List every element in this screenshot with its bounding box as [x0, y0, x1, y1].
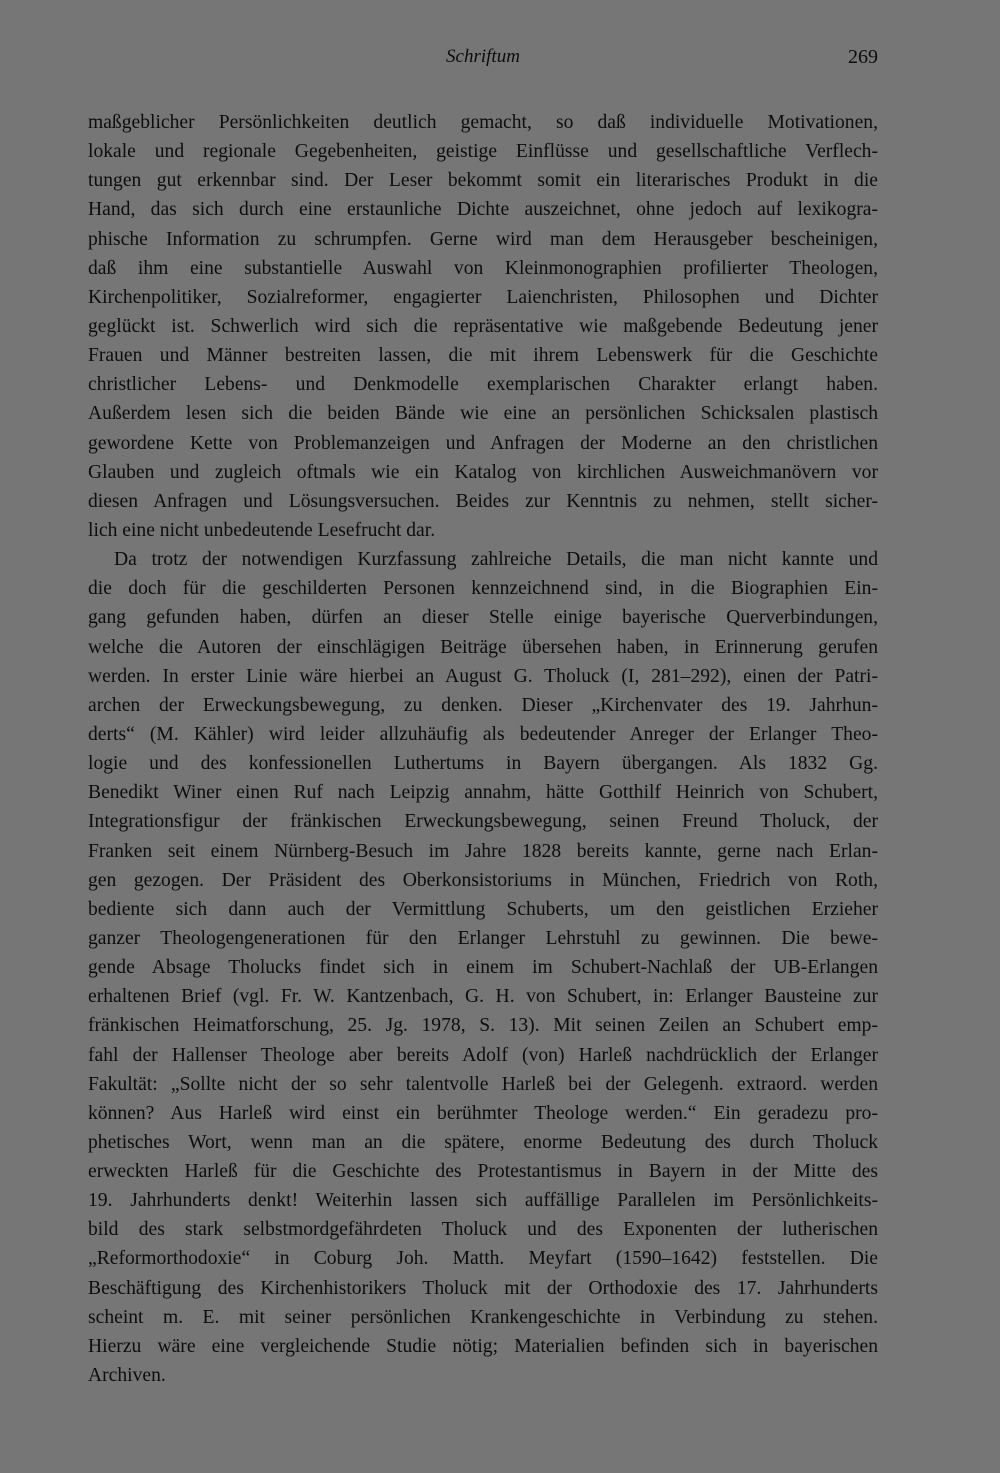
text-line: bediente sich dann auch der Vermittlung Schuberts, um den geistlichen Erzieher [88, 898, 878, 920]
text-line: Außerdem lesen sich die beiden Bände wie eine an persönlichen Schicksalen plastisch [88, 403, 878, 425]
text-line: Franken seit einem Nürnberg-Besuch im Jahre 1828 bereits kannte, gerne nach Erlan- [88, 840, 878, 862]
text-line: fahl der Hallenser Theologe aber bereits Adolf (von) Harleß nachdrücklich der Erlanger [88, 1044, 878, 1066]
page-number: 269 [848, 46, 878, 68]
text-line: logie und des konfessionellen Luthertums in Bayern übergangen. Als 1832 Gg. [88, 753, 878, 775]
text-line: daß ihm eine substantielle Auswahl von Kleinmonographien profilierter Theologen, [88, 257, 878, 279]
text-line: erhaltenen Brief (vgl. Fr. W. Kantzenbach, G. H. von Schubert, in: Erlanger Bausteine zur [88, 986, 878, 1008]
body-text [88, 108, 878, 1390]
text-line: „Reformorthodoxie“ in Coburg Joh. Matth. Meyfart (1590–1642) feststellen. Die [88, 1248, 878, 1270]
text-line: Da trotz der notwendigen Kurzfassung zahlreiche Details, die man nicht kannte und [114, 549, 878, 571]
text-line: christlicher Lebens- und Denkmodelle exemplarischen Charakter erlangt haben. [88, 374, 878, 396]
text-line: Fakultät: „Sollte nicht der so sehr talentvolle Harleß bei der Gelegenh. extraord. werden [88, 1073, 878, 1095]
paragraph [88, 108, 878, 545]
text-line: geglückt ist. Schwerlich wird sich die repräsentative wie maßgebende Bedeutung jener [88, 315, 878, 337]
text-line: lokale und regionale Gegebenheiten, geistige Einflüsse und gesellschaftliche Verflech- [88, 141, 878, 163]
text-line: Integrationsfigur der fränkischen Erweckungsbewegung, seinen Freund Tholuck, der [88, 811, 878, 833]
paragraph [88, 545, 878, 1390]
text-line: scheint m. E. mit seiner persönlichen Krankengeschichte in Verbindung zu stehen. [88, 1306, 878, 1328]
text-line: archen der Erweckungsbewegung, zu denken. Dieser „Kirchenvater des 19. Jahrhun- [88, 694, 878, 716]
text-line: Beschäftigung des Kirchenhistorikers Tholuck mit der Orthodoxie des 17. Jahrhunderts [88, 1277, 878, 1299]
text-line: lich eine nicht unbedeutende Lesefrucht dar. [88, 519, 436, 541]
running-title: Schriftum [446, 46, 520, 67]
text-line: Frauen und Männer bestreiten lassen, die mit ihrem Lebenswerk für die Geschichte [88, 345, 878, 367]
text-line: erweckten Harleß für die Geschichte des Protestantismus in Bayern in der Mitte des [88, 1161, 878, 1183]
text-line: werden. In erster Linie wäre hierbei an August G. Tholuck (I, 281–292), einen der Patri- [88, 665, 878, 687]
text-line: gende Absage Tholucks findet sich in einem im Schubert-Nachlaß der UB-Erlangen [88, 957, 878, 979]
text-line: Archiven. [88, 1365, 166, 1387]
text-line: phische Information zu schrumpfen. Gerne wird man dem Herausgeber bescheinigen, [88, 228, 878, 250]
text-line: Hand, das sich durch eine erstaunliche Dichte auszeichnet, ohne jedoch auf lexikogra- [88, 199, 878, 221]
text-line: derts“ (M. Kähler) wird leider allzuhäufig als bedeutender Anreger der Erlanger Theo- [88, 723, 878, 745]
text-line: Glauben und zugleich oftmals wie ein Katalog von kirchlichen Ausweichmanövern vor [88, 461, 878, 483]
text-line: gewordene Kette von Problemanzeigen und Anfragen der Moderne an den christlichen [88, 432, 878, 454]
text-line: 19. Jahrhunderts denkt! Weiterhin lassen sich auffällige Parallelen im Persönlichkeits- [88, 1190, 878, 1212]
text-line: phetisches Wort, wenn man an die spätere, enorme Bedeutung des durch Tholuck [88, 1131, 878, 1153]
text-line: Benedikt Winer einen Ruf nach Leipzig annahm, hätte Gotthilf Heinrich von Schubert, [88, 782, 878, 804]
text-line: Hierzu wäre eine vergleichende Studie nötig; Materialien befinden sich in bayerischen [88, 1335, 878, 1357]
text-line: bild des stark selbstmordgefährdeten Tholuck und des Exponenten der lutherischen [88, 1219, 878, 1241]
text-line: ganzer Theologengenerationen für den Erlanger Lehrstuhl zu gewinnen. Die bewe- [88, 927, 878, 949]
text-line: diesen Anfragen und Lösungsversuchen. Beides zur Kenntnis zu nehmen, stellt sicher- [88, 490, 878, 512]
text-line: tungen gut erkennbar sind. Der Leser bekommt somit ein literarisches Produkt in die [88, 170, 878, 192]
text-line: die doch für die geschilderten Personen kennzeichnend sind, in die Biographien Ein- [88, 578, 878, 600]
text-line: gen gezogen. Der Präsident des Oberkonsistoriums in München, Friedrich von Roth, [88, 869, 878, 891]
text-line: gang gefunden haben, dürfen an dieser Stelle einige bayerische Querverbindungen, [88, 607, 878, 629]
text-line: Kirchenpolitiker, Sozialreformer, engagierter Laienchristen, Philosophen und Dichter [88, 286, 878, 308]
page-header [88, 46, 878, 76]
text-line: welche die Autoren der einschlägigen Beiträge übersehen haben, in Erinnerung gerufen [88, 636, 878, 658]
text-line: können? Aus Harleß wird einst ein berühmter Theologe werden.“ Ein geradezu pro- [88, 1102, 878, 1124]
text-line: maßgeblicher Persönlichkeiten deutlich gemacht, so daß individuelle Motivationen, [88, 112, 878, 133]
text-line: fränkischen Heimatforschung, 25. Jg. 1978, S. 13). Mit seinen Zeilen an Schubert emp- [88, 1015, 878, 1037]
